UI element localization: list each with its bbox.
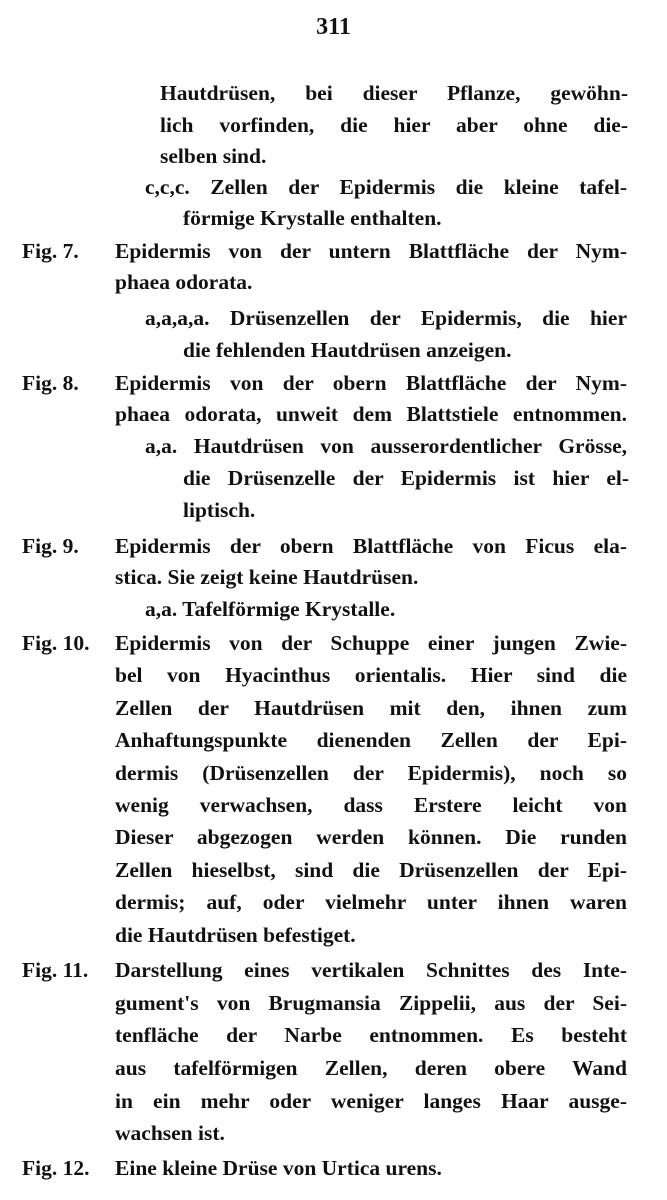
text-line: dermis (Drüsenzellen der Epidermis), noch so — [115, 761, 627, 785]
text-line: Zellen hieselbst, sind die Drüsenzellen der Epi- — [115, 858, 627, 882]
text-line: Epidermis der obern Blattfläche von Ficus ela- — [115, 534, 627, 558]
text-line: Anhaftungspunkte dienenden Zellen der Epi- — [115, 728, 627, 752]
text-line: Epidermis von der Schuppe einer jungen Zwie- — [115, 631, 627, 655]
text-line: wenig verwachsen, dass Erstere leicht von — [115, 793, 627, 817]
fig-label-9: Fig. 9. — [22, 534, 79, 558]
text-line: tenfläche der Narbe entnommen. Es besteht — [115, 1023, 627, 1047]
text-line: Epidermis von der untern Blattfläche der Nym- — [115, 239, 627, 263]
text-line: a,a. Hautdrüsen von ausserordentlicher Grösse, — [145, 434, 627, 458]
text-line: Eine kleine Drüse von Urtica urens. — [115, 1156, 442, 1180]
text-line: c,c,c. Zellen der Epidermis die kleine tafel- — [145, 175, 627, 199]
text-line: in ein mehr oder weniger langes Haar ausge- — [115, 1089, 627, 1113]
fig-label-8: Fig. 8. — [22, 371, 79, 395]
text-line: Hautdrüsen, bei dieser Pflanze, gewöhn- — [160, 81, 628, 105]
text-line: phaea odorata, unweit dem Blattstiele entnommen. — [115, 402, 627, 426]
text-line: Darstellung eines vertikalen Schnittes des Inte- — [115, 958, 627, 982]
text-line: selben sind. — [160, 144, 267, 168]
text-line: bel von Hyacinthus orientalis. Hier sind die — [115, 663, 627, 687]
text-line: Epidermis von der obern Blattfläche der Nym- — [115, 371, 627, 395]
text-line: aus tafelförmigen Zellen, deren obere Wand — [115, 1056, 627, 1080]
text-line: wachsen ist. — [115, 1121, 225, 1145]
text-line: stica. Sie zeigt keine Hautdrüsen. — [115, 565, 419, 589]
text-line: Dieser abgezogen werden können. Die runden — [115, 825, 627, 849]
text-line: die Drüsenzelle der Epidermis ist hier el- — [183, 466, 629, 490]
page-number: 311 — [316, 14, 351, 40]
fig-label-10: Fig. 10. — [22, 631, 90, 655]
fig-label-12: Fig. 12. — [22, 1156, 90, 1180]
text-line: dermis; auf, oder vielmehr unter ihnen waren — [115, 890, 627, 914]
text-line: Zellen der Hautdrüsen mit den, ihnen zum — [115, 696, 627, 720]
fig-label-7: Fig. 7. — [22, 239, 79, 263]
text-line: die Hautdrüsen befestiget. — [115, 923, 356, 947]
text-line: gument's von Brugmansia Zippelii, aus der Sei- — [115, 991, 627, 1015]
text-line: förmige Krystalle enthalten. — [183, 206, 442, 230]
text-line: die fehlenden Hautdrüsen anzeigen. — [183, 338, 512, 362]
text-line: phaea odorata. — [115, 270, 253, 294]
text-line: lich vorfinden, die hier aber ohne die- — [160, 113, 628, 137]
text-line: a,a,a,a. Drüsenzellen der Epidermis, die hier — [145, 306, 627, 330]
fig-label-11: Fig. 11. — [22, 958, 89, 982]
text-line: liptisch. — [183, 498, 256, 522]
text-line: a,a. Tafelförmige Krystalle. — [145, 597, 396, 621]
